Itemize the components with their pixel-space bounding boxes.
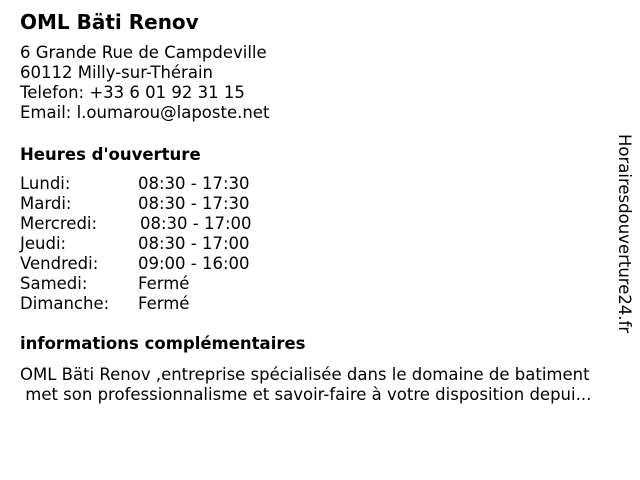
time-value: Fermé bbox=[138, 294, 190, 313]
day-label: Lundi: bbox=[20, 174, 71, 193]
time-value: 08:30 - 17:00 bbox=[138, 234, 250, 253]
additional-info-heading: informations complémentaires bbox=[20, 334, 306, 353]
phone-number: Telefon: +33 6 01 92 31 15 bbox=[20, 83, 245, 102]
business-description bbox=[20, 365, 632, 405]
time-value: 08:30 - 17:00 bbox=[140, 214, 252, 233]
time-value: 09:00 - 16:00 bbox=[138, 254, 250, 273]
time-value: 08:30 - 17:30 bbox=[138, 194, 250, 213]
day-label: Dimanche: bbox=[20, 294, 110, 313]
day-label: Jeudi: bbox=[20, 234, 67, 253]
description-line: OML Bäti Renov ,entreprise spécialisée dans le domaine de batiment bbox=[20, 365, 590, 384]
site-watermark: Horairesdouverture24.fr bbox=[615, 134, 634, 334]
time-value: 08:30 - 17:30 bbox=[138, 174, 250, 193]
day-label: Samedi: bbox=[20, 274, 88, 293]
description-line: met son professionnalisme et savoir-faire à votre disposition depui... bbox=[20, 385, 592, 404]
day-label: Mercredi: bbox=[20, 214, 98, 233]
opening-hours-heading: Heures d'ouverture bbox=[20, 145, 201, 164]
email-address: Email: l.oumarou@laposte.net bbox=[20, 103, 270, 122]
day-label: Vendredi: bbox=[20, 254, 99, 273]
time-value: Fermé bbox=[138, 274, 190, 293]
address-city: 60112 Milly-sur-Thérain bbox=[20, 63, 213, 82]
contact-block bbox=[20, 43, 269, 123]
business-name: OML Bäti Renov bbox=[20, 10, 199, 34]
address-street: 6 Grande Rue de Campdeville bbox=[20, 43, 267, 62]
day-label: Mardi: bbox=[20, 194, 72, 213]
